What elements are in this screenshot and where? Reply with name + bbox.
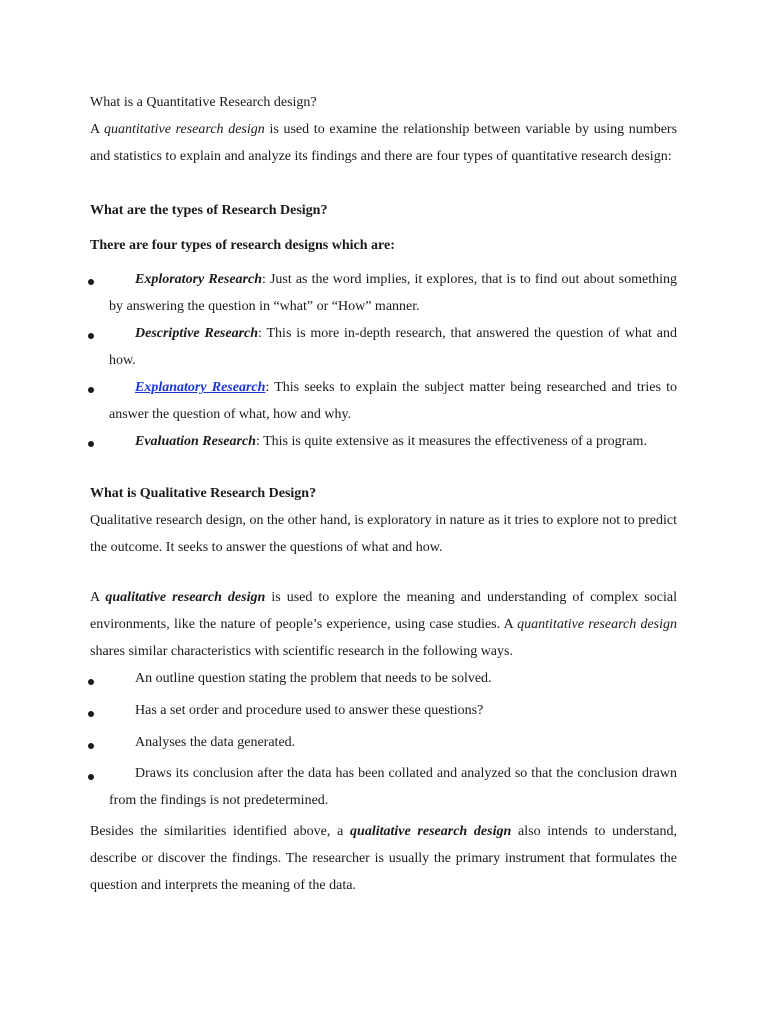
list-item-term: Descriptive Research: [135, 326, 259, 341]
bullet-icon: [88, 279, 94, 285]
list-item-term: Exploratory Research: [135, 272, 262, 287]
qualitative-definition-text: is used to explore the meaning and understanding of complex social environments, like the nature of people’s experience, using case studies. A: [90, 590, 677, 632]
list-item-text: : This is quite extensive as it measures the effectiveness of a program.: [255, 434, 647, 449]
bullet-icon: [88, 711, 94, 717]
bullet-icon: [88, 679, 94, 685]
types-heading: What are the types of Research Design?: [90, 203, 328, 218]
list-item-text: An outline question stating the problem that needs to be solved.: [135, 671, 492, 686]
qualitative-term: qualitative research design: [350, 824, 512, 839]
quantitative-definition-text: is used to examine the relationship between variable by using numbers and statistics to explain and analyze its findings and there are four types of quantitative research design:: [90, 122, 678, 164]
list-item-text: Analyses the data generated.: [135, 735, 296, 750]
list-item: [109, 760, 677, 814]
list-item-text: : Just as the word implies, it explores, that is to find out about something by answering the question in “what” or “How” manner.: [109, 272, 677, 314]
list-item: [109, 729, 677, 756]
article-a: A: [90, 590, 100, 605]
list-item-term: Evaluation Research: [135, 434, 256, 449]
list-item-text: Has a set order and procedure used to answer these questions?: [135, 703, 484, 718]
explanatory-research-link[interactable]: Explanatory Research: [135, 380, 266, 395]
qualitative-term: qualitative research design: [105, 590, 266, 605]
list-item-evaluation: [109, 428, 677, 455]
quantitative-term: quantitative research design: [104, 122, 265, 137]
list-item-text: Draws its conclusion after the data has been collated and analyzed so that the conclusion drawn from the findings is not predetermined.: [109, 766, 677, 808]
qualitative-heading: What is Qualitative Research Design?: [90, 486, 317, 501]
list-item-descriptive: [109, 320, 677, 374]
article-a: A: [90, 122, 100, 137]
list-item-exploratory: [109, 266, 677, 320]
list-item: [109, 697, 677, 724]
bullet-icon: [88, 387, 94, 393]
types-subheading: There are four types of research designs which are:: [90, 238, 395, 253]
similarities-text-tail: also intends to understand, describe or discover the findings. The researcher is usually the primary instrument that formulates the question and interprets the meaning of the data.: [90, 824, 678, 893]
bullet-icon: [88, 441, 94, 447]
quantitative-definition-paragraph: [90, 116, 677, 170]
qualitative-definition-paragraph: [90, 584, 677, 665]
bullet-icon: [88, 774, 94, 780]
list-item: [109, 665, 677, 692]
qualitative-intro-paragraph: Qualitative research design, on the other hand, is exploratory in nature as it tries to explore not to predict the outcome. It seeks to answer the questions of what and how.: [90, 513, 677, 555]
list-item-text: : This is more in-depth research, that answered the question of what and how.: [109, 326, 677, 368]
qualitative-definition-tail: shares similar characteristics with scientific research in the following ways.: [90, 644, 513, 659]
bullet-icon: [88, 743, 94, 749]
similarities-paragraph: [90, 818, 677, 899]
quantitative-heading: What is a Quantitative Research design?: [90, 95, 317, 110]
list-item-text: : This seeks to explain the subject matter being researched and tries to answer the question of what, how and why.: [109, 380, 677, 422]
list-item-explanatory: [109, 374, 677, 428]
quantitative-term: quantitative research design: [517, 617, 678, 632]
similarities-text: Besides the similarities identified above, a: [90, 824, 344, 839]
bullet-icon: [88, 333, 94, 339]
